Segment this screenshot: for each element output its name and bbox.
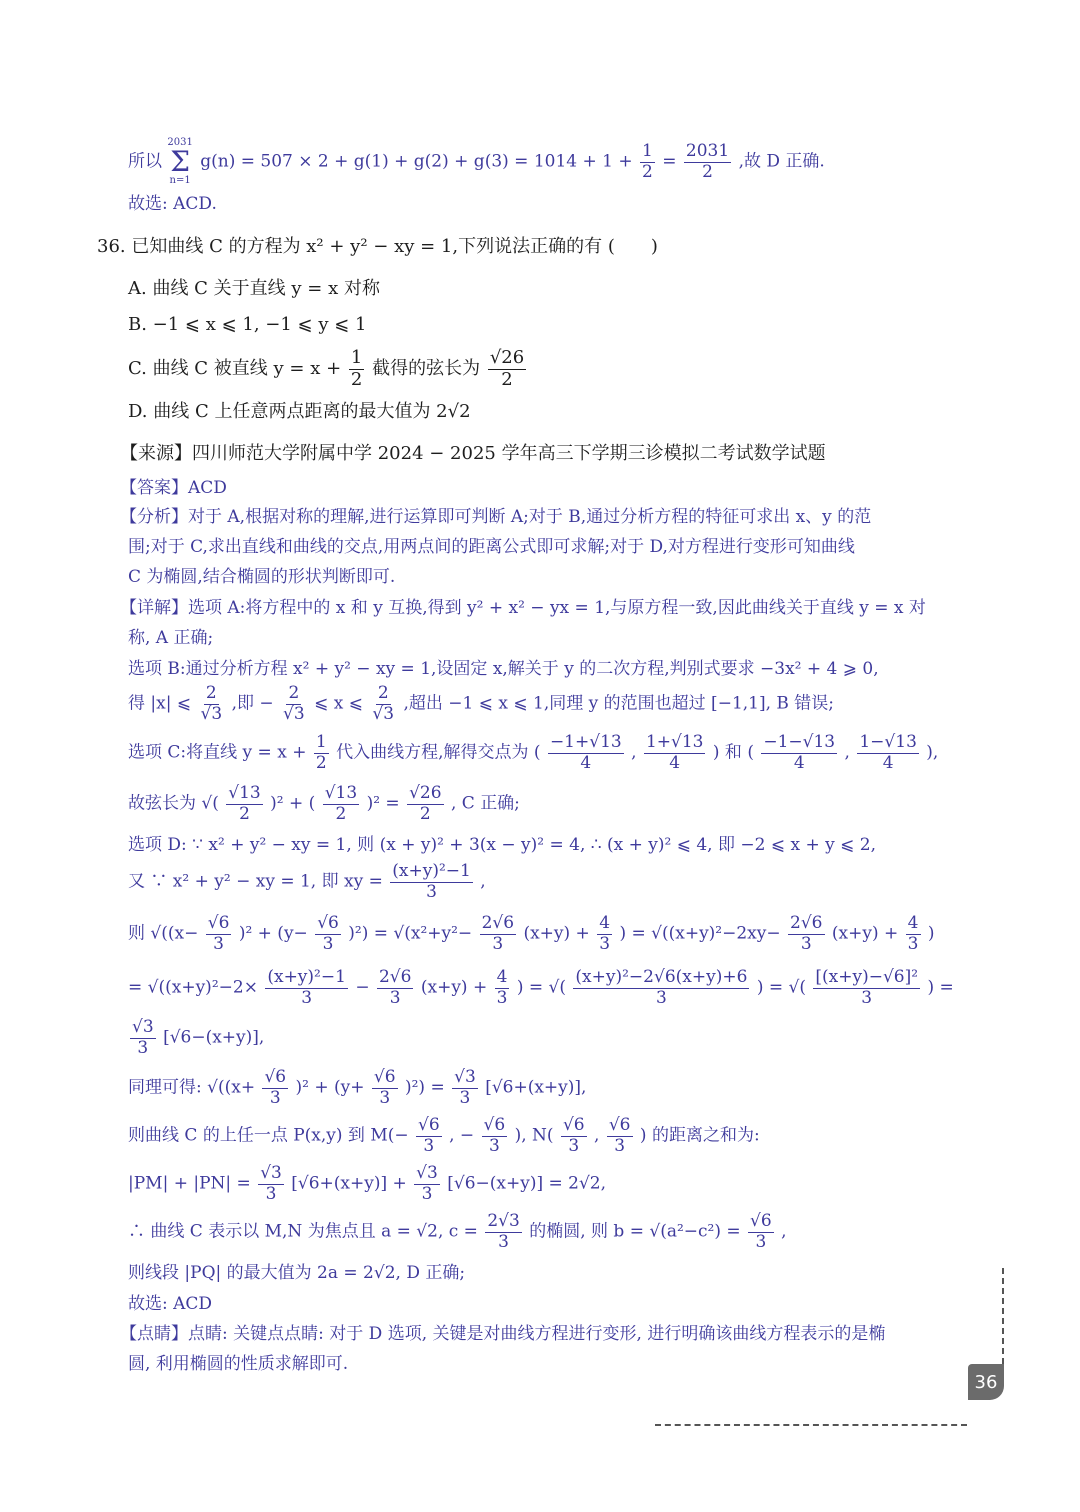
top-line-2: 故选: ACD.	[128, 194, 217, 214]
dashed-border-vertical	[1002, 1268, 1004, 1364]
detail-line-8: 又 ∵ x² + y² − xy = 1, 即 xy = $\frac{\text{(x+y)²−1}}{3}$ ,	[128, 861, 486, 902]
detail-line-6: 故弦长为 √( $\frac{√13}{2}$ )² + ( $\frac{√13}{2}$ )² = $\frac{√26}{2}$ , C 正确;	[128, 783, 520, 824]
detail-line-13: 则曲线 C 的上任一点 P(x,y) 到 M(− $\frac{√6}{3}$ , − $\frac{√6}{3}$ ), N( $\frac{√6}{3}$ , $\frac{√6}{3}$ ) 的距离之和为:	[128, 1115, 760, 1156]
option-c: C. 曲线 C 被直线 y = x + $\frac{1}{2}$ 截得的弦长为 $\frac{√26}{2}$	[128, 347, 525, 390]
dashed-border-horizontal	[655, 1424, 967, 1426]
question-stem: 36. 已知曲线 C 的方程为 x² + y² − xy = 1,下列说法正确的有 ( )	[97, 236, 658, 257]
detail-line-4: 得 |x| ⩽ $\frac{2}{√3}$ ,即 − $\frac{2}{√3}$ ⩽ x ⩽ $\frac{2}{√3}$ ,超出 −1 ⩽ x ⩽ 1,同理 y 的范围也超过 [−1,1], B 错误;	[128, 683, 835, 724]
detail-line-14: |PM| + |PN| = $\frac{√3}{3}$ [√6+(x+y)] + $\frac{√3}{3}$ [√6−(x+y)] = 2√2,	[128, 1163, 607, 1204]
analysis-line-3: C 为椭圆,结合椭圆的形状判断即可.	[128, 567, 396, 587]
point-line-2: 圆, 利用椭圆的性质求解即可.	[128, 1354, 349, 1374]
detail-line-2: 称, A 正确;	[128, 628, 214, 648]
option-b: B. −1 ⩽ x ⩽ 1, −1 ⩽ y ⩽ 1	[128, 314, 367, 335]
analysis-line-2: 围;对于 C,求出直线和曲线的交点,用两点间的距离公式即可求解;对于 D,对方程进行变形可知曲线	[128, 537, 855, 557]
point-line-1: 【点睛】点睛: 关键点点睛: 对于 D 选项, 关键是对曲线方程进行变形, 进行明确该曲线方程表示的是椭	[120, 1324, 886, 1344]
analysis-line-1: 【分析】对于 A,根据对称的理解,进行运算即可判断 A;对于 B,通过分析方程的特征可求出 x、y 的范	[120, 507, 872, 527]
detail-line-11: $\frac{√3}{3}$ [√6−(x+y)],	[132, 1017, 265, 1058]
detail-line-12: 同理可得: √((x+ $\frac{√6}{3}$ )² + (y+ $\frac{√6}{3}$ )²) = $\frac{√3}{3}$ [√6+(x+y)],	[128, 1067, 587, 1108]
detail-line-10: = √((x+y)²−2× $\frac{\text{(x+y)²−1}}{3}$ − $\frac{2√6}{3}$ (x+y) + $\frac{4}{3}$ ) = √( $\frac{\text{(x+y)²−2√6(x+y)+6}}{3}$ ) = √( $\frac{\text{[(x+y)−√6]²}}{3}$ ) =	[128, 967, 954, 1008]
detail-line-3: 选项 B:通过分析方程 x² + y² − xy = 1,设固定 x,解关于 y 的二次方程,判别式要求 −3x² + 4 ⩾ 0,	[128, 659, 879, 679]
sum-symbol: 2031 Σ n=1	[167, 137, 193, 186]
option-a: A. 曲线 C 关于直线 y = x 对称	[128, 278, 380, 299]
answer-line: 【答案】ACD	[120, 478, 227, 498]
detail-line-7: 选项 D: ∵ x² + y² − xy = 1, 则 (x + y)² + 3(x − y)² = 4, ∴ (x + y)² ⩽ 4, 即 −2 ⩽ x + y ⩽ 2,	[128, 835, 877, 855]
option-d: D. 曲线 C 上任意两点距离的最大值为 2√2	[128, 401, 471, 422]
detail-line-1: 【详解】选项 A:将方程中的 x 和 y 互换,得到 y² + x² − yx = 1,与原方程一致,因此曲线关于直线 y = x 对	[120, 598, 926, 618]
detail-line-15: ∴ 曲线 C 表示以 M,N 为焦点且 a = √2, c = $\frac{2√3}{3}$ 的椭圆, 则 b = √(a²−c²) = $\frac{√6}{3}$ ,	[128, 1211, 787, 1252]
detail-line-9: 则 √((x− $\frac{√6}{3}$ )² + (y− $\frac{√6}{3}$ )²) = √(x²+y²− $\frac{2√6}{3}$ (x+y) + $\frac{4}{3}$ ) = √((x+y)²−2xy− $\frac{2√6}{3}$ (x+y) + $\frac{4}{3}$ )	[128, 913, 935, 954]
top-line-1: 所以 2031 Σ n=1 g(n) = 507 × 2 + g(1) + g(2) + g(3) = 1014 + 1 + $\frac{1}{2}$ = $\frac{2031}{2}$ ,故 D 正确.	[128, 137, 825, 186]
detail-line-17: 故选: ACD	[128, 1294, 213, 1314]
detail-line-5: 选项 C:将直线 y = x + $\frac{1}{2}$ 代入曲线方程,解得交点为 ( $\frac{-1+√13}{4}$ , $\frac{1+√13}{4}$ ) 和 ( $\frac{-1-√13}{4}$ , $\frac{1-√13}{4}$ ),	[128, 732, 939, 773]
page-number: 36	[968, 1364, 1004, 1400]
detail-line-16: 则线段 |PQ| 的最大值为 2a = 2√2, D 正确;	[128, 1263, 466, 1283]
source-line: 【来源】四川师范大学附属中学 2024 − 2025 学年高三下学期三诊模拟二考试数学试题	[120, 443, 826, 464]
